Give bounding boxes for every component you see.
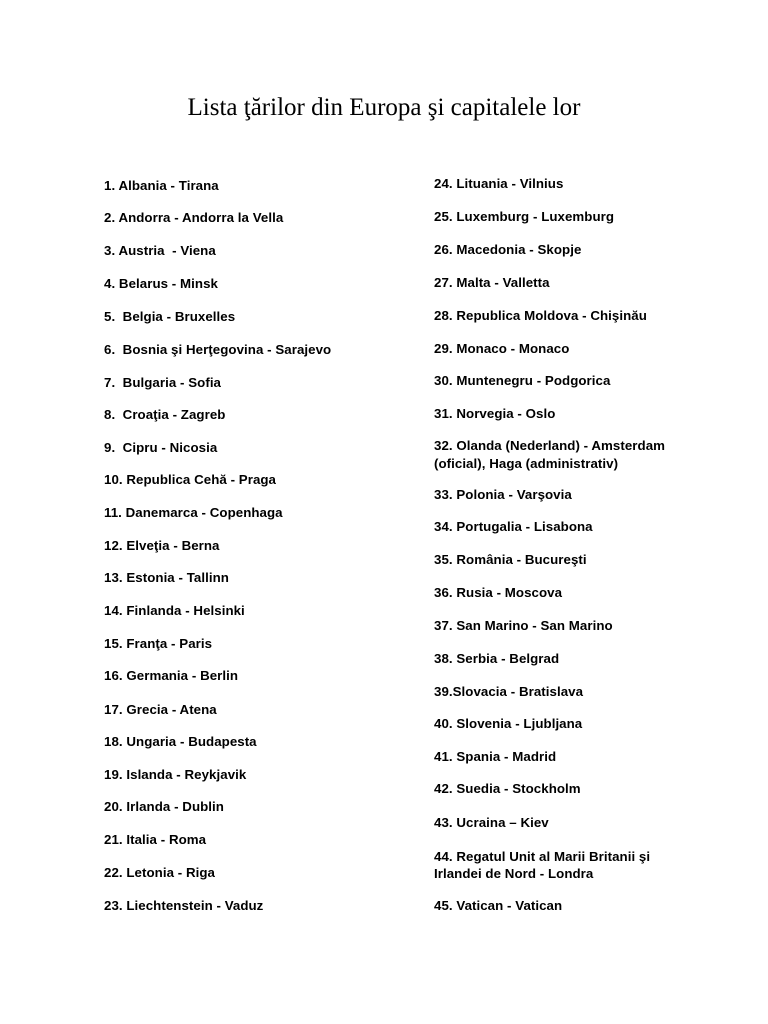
list-item: 2. Andorra - Andorra la Vella: [104, 210, 284, 225]
list-item: 37. San Marino - San Marino: [434, 618, 613, 633]
list-item: 15. Franţa - Paris: [104, 636, 213, 651]
list-item: 19. Islanda - Reykjavik: [104, 767, 247, 782]
list-item: 40. Slovenia - Ljubljana: [434, 716, 583, 731]
list-item: 27. Malta - Valletta: [434, 275, 550, 290]
list-item: 34. Portugalia - Lisabona: [434, 519, 593, 534]
list-item: 12. Elveţia - Berna: [104, 538, 220, 553]
list-item: 30. Muntenegru - Podgorica: [434, 373, 611, 388]
list-item-continuation: Irlandei de Nord - Londra: [434, 866, 594, 881]
list-item: 35. România - Bucureşti: [434, 552, 587, 567]
list-item: 25. Luxemburg - Luxemburg: [434, 209, 615, 224]
list-item: 5. Belgia - Bruxelles: [104, 309, 236, 324]
list-item: 39.Slovacia - Bratislava: [434, 684, 584, 699]
list-item: 3. Austria - Viena: [104, 243, 216, 258]
list-item: 21. Italia - Roma: [104, 832, 207, 847]
list-item: 1. Albania - Tirana: [104, 178, 219, 193]
list-item: 4. Belarus - Minsk: [104, 276, 218, 291]
list-item: 9. Cipru - Nicosia: [104, 440, 218, 455]
list-item: 29. Monaco - Monaco: [434, 341, 570, 356]
list-item: 13. Estonia - Tallinn: [104, 570, 229, 585]
list-item: 8. Croaţia - Zagreb: [104, 407, 226, 422]
list-item: 6. Bosnia şi Herţegovina - Sarajevo: [104, 342, 332, 357]
list-item: 18. Ungaria - Budapesta: [104, 734, 257, 749]
list-item: 31. Norvegia - Oslo: [434, 406, 556, 421]
list-item: 22. Letonia - Riga: [104, 865, 215, 880]
list-item: 26. Macedonia - Skopje: [434, 242, 582, 257]
list-item: 45. Vatican - Vatican: [434, 898, 563, 913]
list-item: 17. Grecia - Atena: [104, 702, 217, 717]
list-item: 36. Rusia - Moscova: [434, 585, 563, 600]
list-item-continuation: (oficial), Haga (administrativ): [434, 456, 619, 471]
list-item: 16. Germania - Berlin: [104, 668, 239, 683]
list-item: 43. Ucraina – Kiev: [434, 815, 549, 830]
list-item: 24. Lituania - Vilnius: [434, 176, 564, 191]
list-item: 38. Serbia - Belgrad: [434, 651, 560, 666]
list-item: 28. Republica Moldova - Chişinău: [434, 308, 647, 323]
list-item: 23. Liechtenstein - Vaduz: [104, 898, 264, 913]
document-title: Lista ţărilor din Europa şi capitalele lor: [187, 94, 581, 121]
list-item: 42. Suedia - Stockholm: [434, 781, 581, 796]
list-item: 20. Irlanda - Dublin: [104, 799, 224, 814]
list-item: 32. Olanda (Nederland) - Amsterdam: [434, 438, 666, 453]
list-item: 14. Finlanda - Helsinki: [104, 603, 245, 618]
list-item: 10. Republica Cehă - Praga: [104, 472, 277, 487]
list-item: 7. Bulgaria - Sofia: [104, 375, 222, 390]
list-item: 33. Polonia - Varşovia: [434, 487, 572, 502]
list-item: 44. Regatul Unit al Marii Britanii şi: [434, 849, 651, 864]
list-item: 11. Danemarca - Copenhaga: [104, 505, 283, 520]
list-item: 41. Spania - Madrid: [434, 749, 557, 764]
